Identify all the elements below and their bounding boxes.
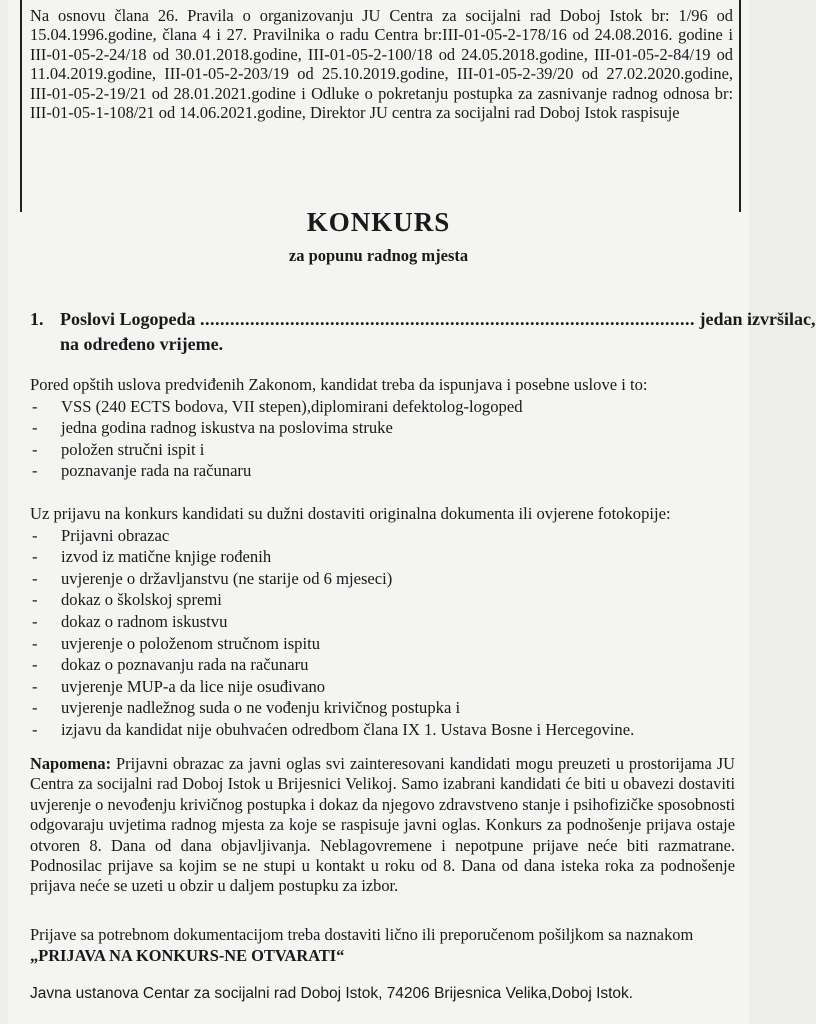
position-line [30,309,816,330]
list-item: - dokaz o poznavanju rada na računaru [32,655,309,675]
list-item: - jedna godina radnog iskustva na poslovima struke [32,418,393,438]
frame-right-border [739,0,741,212]
submission-text: Prijave sa potrebnom dokumentacijom treba dostaviti lično ili preporučenom pošiljkom sa naznakom [30,925,694,944]
position-name: Poslovi Logopeda [60,309,196,329]
list-item: - izvod iz matične knjige rođenih [32,547,272,567]
list-item: - uvjerenje o državljanstvu (ne starije od 6 mjeseci) [32,568,393,588]
list-item: - poznavanje rada na računaru [32,461,252,481]
note-paragraph [30,754,735,897]
footer-address: Javna ustanova Centar za socijalni rad Doboj Istok, 74206 Brijesnica Velika,Doboj Istok. [30,985,634,1002]
documents-intro: Uz prijavu na konkurs kandidati su dužni dostaviti originalna dokumenta ili ovjerene fotokopije: [30,504,671,523]
list-item: - dokaz o školskoj spremi [32,590,222,610]
document-subtitle: za popunu radnog mjesta [288,246,469,265]
list-item: - uvjerenje MUP-a da lice nije osuđivano [32,676,326,696]
conditions-section [30,374,742,482]
list-item: - Prijavni obrazac [32,525,170,545]
intro-paragraph: Na osnovu člana 26. Pravila o organizovanju JU Centra za socijalni rad Doboj Istok br: 1/96 od 15.04.1996.godine, člana 4 i 27. Pravilnika o radu Centra br:III-01-05-2-178/16 od 24.08.2016. godine i III-01-05-2-24/18 od 30.01.2018.godine, III-01-05-2-100/18 od 24.05.2018.godine, III-01-05-2-84/19 od 11.04.2019.godine, III-01-05-2-203/19 od 25.10.2019.godine, III-01-05-2-39/20 od 27.02.2020.godine, III-01-05-2-19/21 od 28.01.2021.godine i Odluke o pokretanju postupka za zasnivanje radnog odnosa br: III-01-05-1-108/21 od 14.06.2021.godine, Direktor JU centra za socijalni rad Doboj Istok raspisuje [30,6,733,123]
submission-paragraph [30,925,735,966]
position-count: jedan izvršilac, [699,309,816,329]
list-item: - uvjerenje nadležnog suda o ne vođenju krivičnog postupka i [32,698,461,718]
note-text: Prijavni obrazac za javni oglas svi zainteresovani kandidati mogu preuzeti u prostorijama JU Centra za socijalni rad Doboj Istok u Brijesnici Velikoj. Samo izabrani kandidati će biti u obavezi dostaviti uvjerenje o nevođenju krivičnog postupka i dokaz da njegovo zdravstveno stanje i psihofizičke sposobnosti odgovaraju uvjetima radnog mjesta za koje se raspisuje javni oglas. Konkurs za podnošenje prijava ostaje otvoren 8. Dana od dana objavljivanja. Neblagovremene i nepotpune prijave neće biti razmatrane. Podnosilac prijave sa kojim se ne stupi u kontakt u roku od 8. Dana od dana isteka roka za podnošenje prijava neće se uzeti u obzir u daljem postupku za izbor. [30,754,735,896]
documents-list [30,525,742,741]
position-dots: ................................................................................................... [200,309,696,329]
list-item: - VSS (240 ECTS bodova, VII stepen),diplomirani defektolog-logoped [32,396,523,416]
list-item: - uvjerenje o položenom stručnom ispitu [32,633,320,653]
document-title: KONKURS [306,207,451,237]
position-term: na određeno vrijeme. [60,334,224,354]
conditions-intro: Pored opštih uslova predviđenih Zakonom, kandidat treba da ispunjava i posebne uslove i to: [30,375,648,394]
frame-left-border [20,0,22,212]
documents-section [30,503,742,741]
list-item: - dokaz o radnom iskustvu [32,611,228,631]
submission-quote: „PRIJAVA NA KONKURS-NE OTVARATI“ [30,945,345,965]
conditions-list [30,396,742,482]
note-label: Napomena: [30,754,112,773]
list-item: - položen stručni ispit i [32,439,205,459]
document-page [8,0,816,1024]
position-number: 1. [30,309,44,329]
list-item: - izjavu da kandidat nije obuhvaćen odredbom člana IX 1. Ustava Bosne i Hercegovine. [32,719,635,739]
